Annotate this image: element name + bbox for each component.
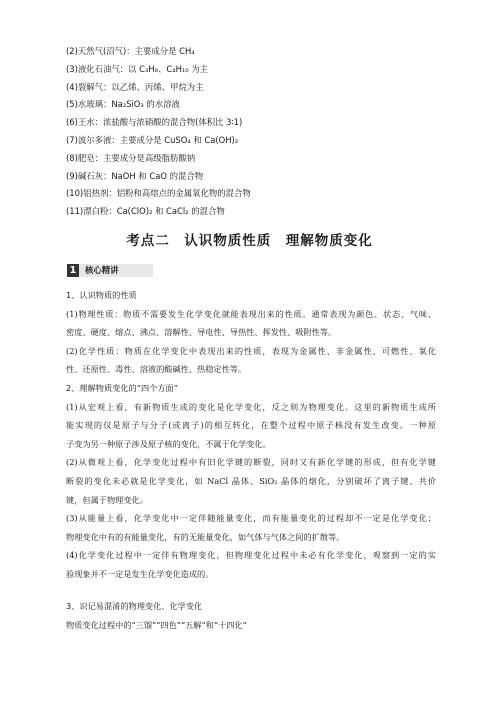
paragraph-line: (2)从微观上看，化学变化过程中有旧化学键的断裂，同时又有新化学键的形成，但有化学键 [66, 457, 436, 468]
paragraph-line: 能实现的仅是原子与分子(或离子)的相互转化，在整个过程中原子核没有发生改变。一种原 [66, 420, 436, 431]
core-section-badge [67, 264, 153, 277]
core-content [66, 286, 436, 584]
paragraph-line: 子变为另一种原子涉及原子核的变化，不属于化学变化。 [66, 438, 271, 449]
paragraph-line: 物理变化中有的有能量变化，有的无能量变化，如气体与气体之间的扩散等。 [66, 531, 345, 542]
paragraph-line: (4)化学变化过程中一定伴有物理变化，但物理变化过程中未必有化学变化，观察到一定的实 [66, 550, 436, 561]
subsection-title: 3、识记易混淆的物理变化、化学变化 [66, 601, 203, 611]
paragraph-line: 键，但属于物理变化。 [66, 494, 148, 505]
paragraph-line: (2)化学性质：物质在化学变化中表现出来的性质，表现为金属性、非金属性、可燃性、氧化 [66, 345, 436, 356]
mixture-list [66, 43, 466, 221]
list-item: (8)肥皂：主要成分是高级脂肪酸钠 [66, 152, 196, 163]
list-item: (4)裂解气：以乙烯、丙烯、甲烷为主 [66, 81, 204, 92]
list-item: (10)铝热剂：铝粉和高熔点的金属氧化物的混合物 [66, 188, 251, 199]
paragraph-line: 性、还原性、毒性、溶液的酸碱性、热稳定性等。 [66, 364, 247, 375]
section-heading: 考点二 认识物质性质 理解物质变化 [126, 233, 373, 249]
subsection-title: 2、理解物质变化的“四个方面” [66, 382, 178, 393]
list-item: (9)碱石灰：NaOH 和 CaO 的混合物 [66, 170, 204, 181]
list-item: (6)王水：浓盐酸与浓硝酸的混合物(体积比 3∶1) [66, 117, 243, 128]
paragraph-line: 验现象并不一定是发生化学变化造成的。 [66, 568, 214, 579]
paragraph-line: 物质变化过程中的“三馏”“四色”“五解”和“十四化” [66, 619, 247, 630]
paragraph-line: (1)物理性质：物质不需要发生化学变化就能表现出来的性质。通常表现为颜色、状态、气味、 [66, 308, 436, 319]
paragraph-line: 密度、硬度、熔点、沸点、溶解性、导电性、导热性、挥发性、吸附性等。 [66, 327, 337, 338]
subsection-title: 1、认识物质的性质 [66, 290, 137, 300]
list-item: (5)水玻璃：Na₂SiO₃ 的水溶液 [66, 99, 180, 110]
badge-number: 1 [67, 264, 79, 277]
footer-section [66, 597, 436, 634]
paragraph-line: (1)从宏观上看，有新物质生成的变化是化学变化，反之则为物理变化。这里的新物质生成所 [66, 401, 436, 412]
list-item: (7)波尔多液：主要成分是 CuSO₄ 和 Ca(OH)₂ [66, 134, 239, 145]
paragraph-line: 断裂的变化未必就是化学变化，如 NaCl 晶体、SiO₂ 晶体的熔化，分别破坏了离子键、共价 [66, 475, 436, 486]
list-item: (2)天然气(沼气)：主要成分是 CH₄ [66, 46, 195, 56]
badge-label: 核心精讲 [79, 264, 153, 277]
paragraph-line: (3)从能量上看，化学变化中一定伴随能量变化，而有能量变化的过程却不一定是化学变化； [66, 513, 436, 524]
list-item: (3)液化石油气：以 C₃H₈、C₄H₁₀ 为主 [66, 63, 209, 74]
list-item: (11)漂白粉：Ca(ClO)₂ 和 CaCl₂ 的混合物 [66, 206, 225, 217]
